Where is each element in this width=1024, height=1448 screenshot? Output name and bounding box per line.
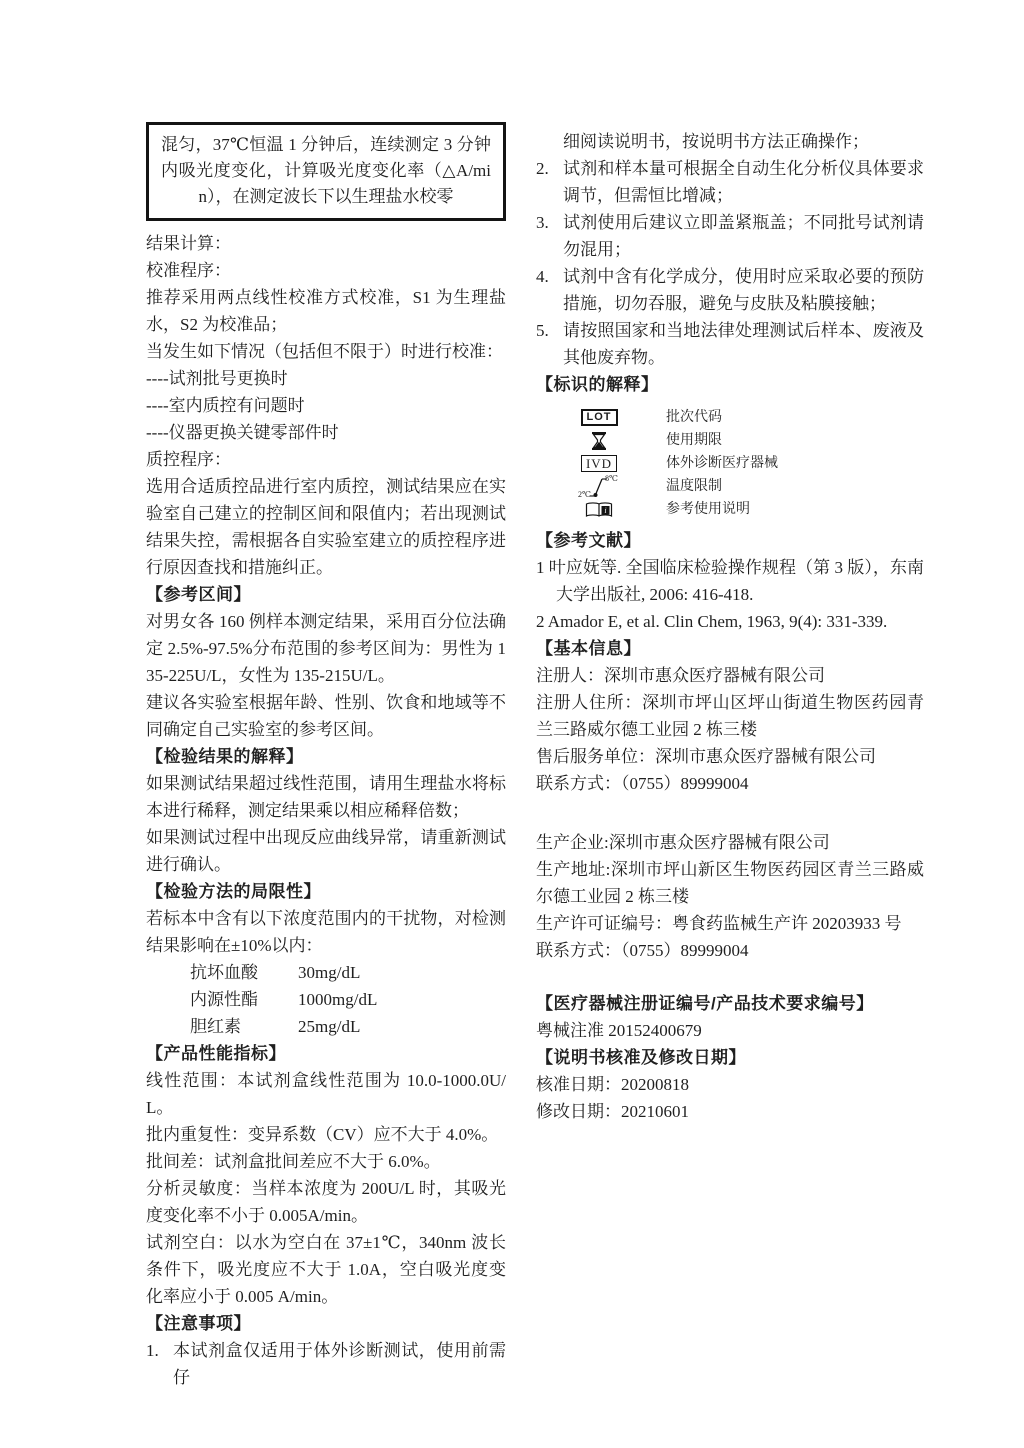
interpretation-text-1: 如果测试结果超过线性范围，请用生理盐水将标本进行稀释，测定结果乘以相应稀释倍数； bbox=[146, 774, 506, 820]
temperature-low-label: 2℃ bbox=[578, 489, 591, 499]
registrant-name: 注册人：深圳市惠众医疗器械有限公司 bbox=[536, 666, 825, 685]
temperature-limit-icon bbox=[564, 475, 634, 499]
performance-reagent-blank: 试剂空白：以水为空白在 37±1℃，340nm 波长条件下，吸光度应不大于 1.0A，空白吸光度变化率应小于 0.005 A/min。 bbox=[146, 1233, 506, 1306]
calibration-case-1: ----试剂批号更换时 bbox=[146, 369, 288, 388]
section-heading-limitations: 【检验方法的局限性】 bbox=[146, 882, 321, 901]
symbol-label: 参考使用说明 bbox=[666, 502, 750, 517]
calibration-case-2: ----室内质控有问题时 bbox=[146, 396, 305, 415]
precaution-text: 本试剂盒仅适用于体外诊断测试，使用前需仔 bbox=[173, 1341, 506, 1387]
contact-phone-1: 联系方式：（0755）89999004 bbox=[536, 774, 749, 793]
interferent-row bbox=[146, 959, 506, 986]
interferent-name: 内源性酯 bbox=[190, 990, 258, 1009]
precaution-item-5 bbox=[536, 317, 924, 371]
section-heading-symbols: 【标识的解释】 bbox=[536, 375, 659, 394]
precaution-number: 4. bbox=[536, 267, 549, 286]
precaution-text: 试剂中含有化学成分，使用时应采取必要的预防措施，切勿吞服，避免与皮肤及粘膜接触； bbox=[563, 267, 924, 313]
right-column bbox=[536, 128, 924, 1125]
limitations-intro-text: 若标本中含有以下浓度范围内的干扰物，对检测结果影响在±10%以内： bbox=[146, 909, 506, 955]
symbol-row-lot bbox=[564, 406, 924, 429]
registrant-address: 注册人住所：深圳市坪山区坪山街道生物医药园青兰三路威尔德工业园 2 栋三楼 bbox=[536, 693, 924, 739]
precaution-number: 2. bbox=[536, 159, 549, 178]
manufacturer-address: 生产地址:深圳市坪山新区生物医药园区青兰三路威尔德工业园 2 栋三楼 bbox=[536, 860, 924, 906]
performance-lot-difference: 批间差：试剂盒批间差应不大于 6.0%。 bbox=[146, 1152, 441, 1171]
section-heading-dates: 【说明书核准及修改日期】 bbox=[536, 1048, 746, 1067]
ivd-icon: IVD bbox=[564, 455, 634, 472]
symbol-row-ivd bbox=[564, 452, 924, 475]
calibration-method-text: 推荐采用两点线性校准方式校准，S1 为生理盐水，S2 为校准品； bbox=[146, 288, 506, 334]
interferent-name: 抗坏血酸 bbox=[190, 963, 258, 982]
symbol-label: 使用期限 bbox=[666, 433, 722, 448]
lot-icon: LOT bbox=[564, 409, 634, 426]
precaution-number: 3. bbox=[536, 213, 549, 232]
qc-procedure-text: 选用合适质控品进行室内质控，测试结果应在实验室自己建立的控制区间和限值内；若出现测试结果失控，需根据各自实验室建立的质控程序进行原因查找和措施纠正。 bbox=[146, 477, 506, 577]
interferent-value: 25mg/dL bbox=[298, 1017, 361, 1036]
section-heading-references: 【参考文献】 bbox=[536, 531, 641, 550]
interferent-name: 胆红素 bbox=[190, 1017, 241, 1036]
symbol-row-instructions bbox=[564, 498, 924, 521]
section-heading-performance: 【产品性能指标】 bbox=[146, 1044, 286, 1063]
section-heading-reference-interval: 【参考区间】 bbox=[146, 585, 251, 604]
qc-procedure-label: 质控程序： bbox=[146, 450, 231, 469]
precaution-text: 试剂和样本量可根据全自动生化分析仪具体要求调节，但需恒比增减； bbox=[563, 159, 924, 205]
section-heading-registration-no: 【医疗器械注册证编号/产品技术要求编号】 bbox=[536, 994, 874, 1013]
reference-interval-text-2: 建议各实验室根据年龄、性别、饮食和地域等不同确定自己实验室的参考区间。 bbox=[146, 693, 506, 739]
hourglass-icon bbox=[564, 432, 634, 450]
procedure-note-box: 混匀，37℃恒温 1 分钟后，连续测定 3 分钟内吸光度变化，计算吸光度变化率（△A/min），在测定波长下以生理盐水校零 bbox=[146, 122, 506, 221]
section-heading-result-interpretation: 【检验结果的解释】 bbox=[146, 747, 304, 766]
interferent-row bbox=[146, 986, 506, 1013]
section-heading-basic-info: 【基本信息】 bbox=[536, 639, 641, 658]
registration-number: 粤械注准 20152400679 bbox=[536, 1021, 702, 1040]
after-sales-unit: 售后服务单位：深圳市惠众医疗器械有限公司 bbox=[536, 747, 876, 766]
interferent-row bbox=[146, 1013, 506, 1040]
calibration-case-3: ----仪器更换关键零部件时 bbox=[146, 423, 339, 442]
performance-linear-range: 线性范围：本试剂盒线性范围为 10.0-1000.0U/L。 bbox=[146, 1071, 506, 1117]
svg-text:i: i bbox=[604, 506, 607, 515]
interferent-value: 1000mg/dL bbox=[298, 990, 378, 1009]
spacer bbox=[536, 797, 924, 829]
revision-date: 修改日期：20210601 bbox=[536, 1102, 689, 1121]
precaution-number: 1. bbox=[146, 1341, 159, 1360]
reference-entry-1: 1 叶应妩等. 全国临床检验操作规程（第 3 版），东南大学出版社, 2006: 416-418. bbox=[536, 558, 924, 604]
performance-sensitivity: 分析灵敏度：当样本浓度为 200U/L 时，其吸光度变化率不小于 0.005A/min。 bbox=[146, 1179, 506, 1225]
symbols-legend bbox=[564, 406, 924, 521]
symbol-row-temperature bbox=[564, 475, 924, 498]
calibration-when-text: 当发生如下情况（包括但不限于）时进行校准： bbox=[146, 342, 503, 361]
result-calc-label: 结果计算： bbox=[146, 234, 231, 253]
precaution-number: 5. bbox=[536, 321, 549, 340]
approval-date: 核准日期：20200818 bbox=[536, 1075, 689, 1094]
symbol-row-expiry bbox=[564, 429, 924, 452]
precaution-item-3 bbox=[536, 209, 924, 263]
interpretation-text-2: 如果测试过程中出现反应曲线异常，请重新测试进行确认。 bbox=[146, 828, 506, 874]
precaution-1-continuation: 细阅读说明书，按说明书方法正确操作； bbox=[563, 132, 869, 151]
symbol-label: 批次代码 bbox=[666, 410, 722, 425]
reference-interval-text-1: 对男女各 160 例样本测定结果，采用百分位法确定 2.5%-97.5%分布范围的参考区间为：男性为 135-225U/L，女性为 135-215U/L。 bbox=[146, 612, 506, 685]
manufacturer-name: 生产企业:深圳市惠众医疗器械有限公司 bbox=[536, 833, 830, 852]
symbol-label: 温度限制 bbox=[666, 479, 722, 494]
performance-repeatability: 批内重复性：变异系数（CV）应不大于 4.0%。 bbox=[146, 1125, 499, 1144]
symbol-label: 体外诊断医疗器械 bbox=[666, 456, 778, 471]
left-column bbox=[146, 122, 506, 1391]
temperature-high-label: 8℃ bbox=[605, 473, 618, 483]
precaution-item-1 bbox=[146, 1337, 506, 1391]
calibration-procedure-label: 校准程序： bbox=[146, 261, 231, 280]
precaution-item-4 bbox=[536, 263, 924, 317]
production-license-no: 生产许可证编号：粤食药监械生产许 20203933 号 bbox=[536, 914, 902, 933]
precaution-text: 请按照国家和当地法律处理测试后样本、废液及其他废弃物。 bbox=[563, 321, 924, 367]
precaution-text: 试剂使用后建议立即盖紧瓶盖；不同批号试剂请勿混用； bbox=[563, 213, 924, 259]
spacer bbox=[536, 964, 924, 990]
reference-entry-2: 2 Amador E, et al. Clin Chem, 1963, 9(4): 331-339. bbox=[536, 612, 888, 631]
consult-instructions-icon bbox=[564, 501, 634, 518]
contact-phone-2: 联系方式：（0755）89999004 bbox=[536, 941, 749, 960]
section-heading-precautions: 【注意事项】 bbox=[146, 1314, 251, 1333]
interferent-value: 30mg/dL bbox=[298, 963, 361, 982]
precaution-item-2 bbox=[536, 155, 924, 209]
